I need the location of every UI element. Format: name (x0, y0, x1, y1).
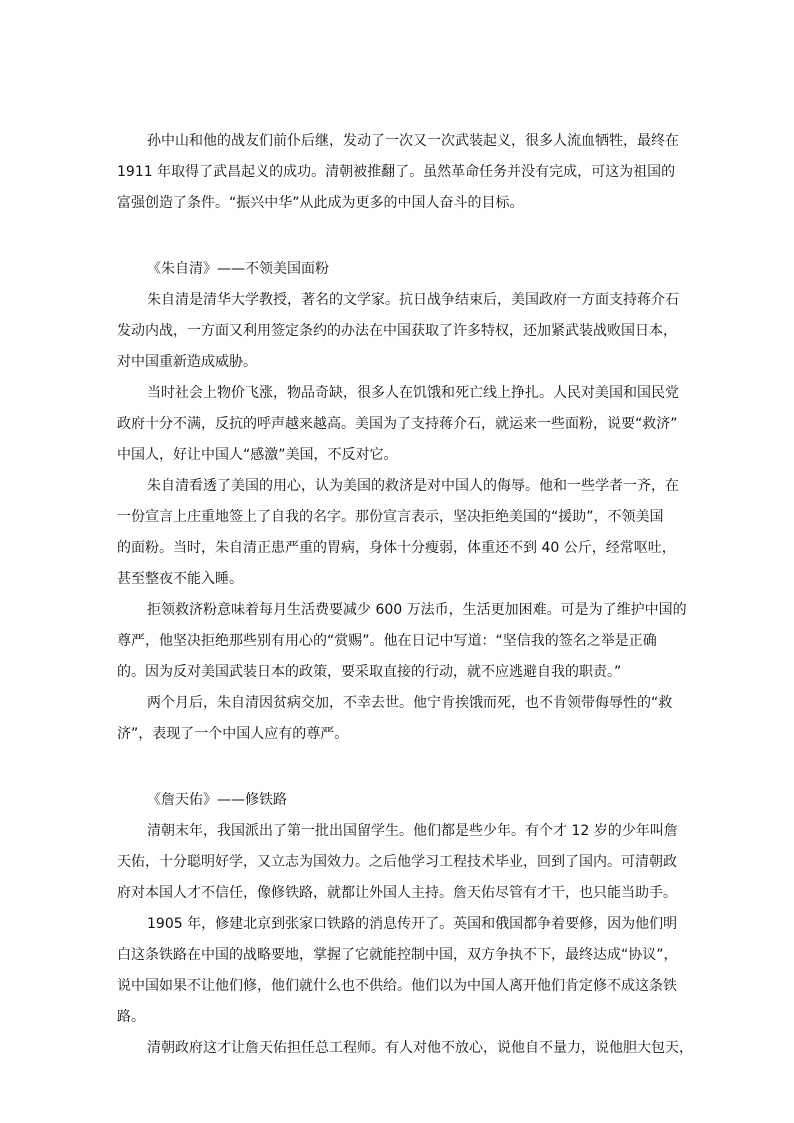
paragraph-line: 1911 年取得了武昌起义的成功。清朝被推翻了。虽然革命任务并没有完成，可这为祖国的 (117, 164, 676, 180)
paragraph-line: 清朝政府这才让詹天佑担任总工程师。有人对他不放心，说他自不量力，说他胆大包天， (147, 1040, 693, 1056)
paragraph-line: 尊严，他坚决拒绝那些别有用心的“赏赐”。他在日记中写道：“坚信我的签名之举是正确 (117, 633, 657, 649)
paragraph-line: 对中国重新造成威胁。 (117, 354, 257, 370)
paragraph-line: 济”，表现了一个中国人应有的尊严。 (117, 726, 349, 742)
paragraph-line: 的。因为反对美国武装日本的政策，要采取直接的行动，就不应逃避自我的职责。” (117, 664, 622, 680)
paragraph-line: 府对本国人才不信任，像修铁路，就都让外国人主持。詹天佑尽管有才干，也只能当助手。 (117, 885, 677, 901)
paragraph-line: 朱自清看透了美国的用心，认为美国的救济是对中国人的侮辱。他和一些学者一齐，在 (147, 478, 679, 494)
paragraph-line: 一份宣言上庄重地签上了自我的名字。那份宣言表示，坚决拒绝美国的“援助”，不领美国 (117, 509, 664, 525)
paragraph-line: 拒领救济粉意味着每月生活费要减少 600 万法币，生活更加困难。可是为了维护中国的 (147, 602, 687, 618)
paragraph-line: 发动内战，一方面又利用签定条约的办法在中国获取了许多特权，还加紧武装战败国日本， (117, 323, 677, 339)
paragraph-line: 路。 (117, 1009, 145, 1025)
paragraph-line: 清朝末年，我国派出了第一批出国留学生。他们都是些少年。有个才 12 岁的少年叫詹 (147, 823, 678, 839)
section-title: 《詹天佑》——修铁路 (147, 792, 287, 808)
paragraph-line: 政府十分不满，反抗的呼声越来越高。美国为了支持蒋介石，就运来一些面粉，说要“救济” (117, 416, 678, 432)
paragraph-line: 当时社会上物价飞涨，物品奇缺，很多人在饥饿和死亡线上挣扎。人民对美国和国民党 (147, 385, 679, 401)
paragraph-line: 的面粉。当时，朱自清正患严重的胃病，身体十分瘦弱，体重还不到 40 公斤，经常呕吐， (117, 540, 676, 556)
paragraph-line: 富强创造了条件。“振兴中华”从此成为更多的中国人奋斗的目标。 (117, 195, 524, 211)
paragraph-line: 白这条铁路在中国的战略要地，掌握了它就能控制中国，双方争执不下，最终达成“协议”， (117, 947, 678, 963)
section-title: 《朱自清》——不领美国面粉 (147, 261, 329, 277)
paragraph-line: 1905 年，修建北京到张家口铁路的消息传开了。英国和俄国都争着要修，因为他们明 (147, 916, 678, 932)
paragraph-line: 两个月后，朱自清因贫病交加，不幸去世。他宁肯挨饿而死，也不肯领带侮辱性的“救 (147, 695, 673, 711)
paragraph-line: 天佑，十分聪明好学，又立志为国效力。之后他学习工程技术毕业，回到了国内。可清朝政 (117, 854, 677, 870)
paragraph-line: 说中国如果不让他们修，他们就什么也不供给。他们以为中国人离开他们肯定修不成这条铁 (117, 978, 677, 994)
paragraph-line: 中国人，好让中国人“感激”美国，不反对它。 (117, 447, 398, 463)
paragraph-line: 孙中山和他的战友们前仆后继，发动了一次又一次武装起义，很多人流血牺牲，最终在 (147, 133, 679, 149)
paragraph-line: 朱自清是清华大学教授，著名的文学家。抗日战争结束后，美国政府一方面支持蒋介石 (147, 292, 679, 308)
paragraph-line: 甚至整夜不能入睡。 (117, 571, 243, 587)
